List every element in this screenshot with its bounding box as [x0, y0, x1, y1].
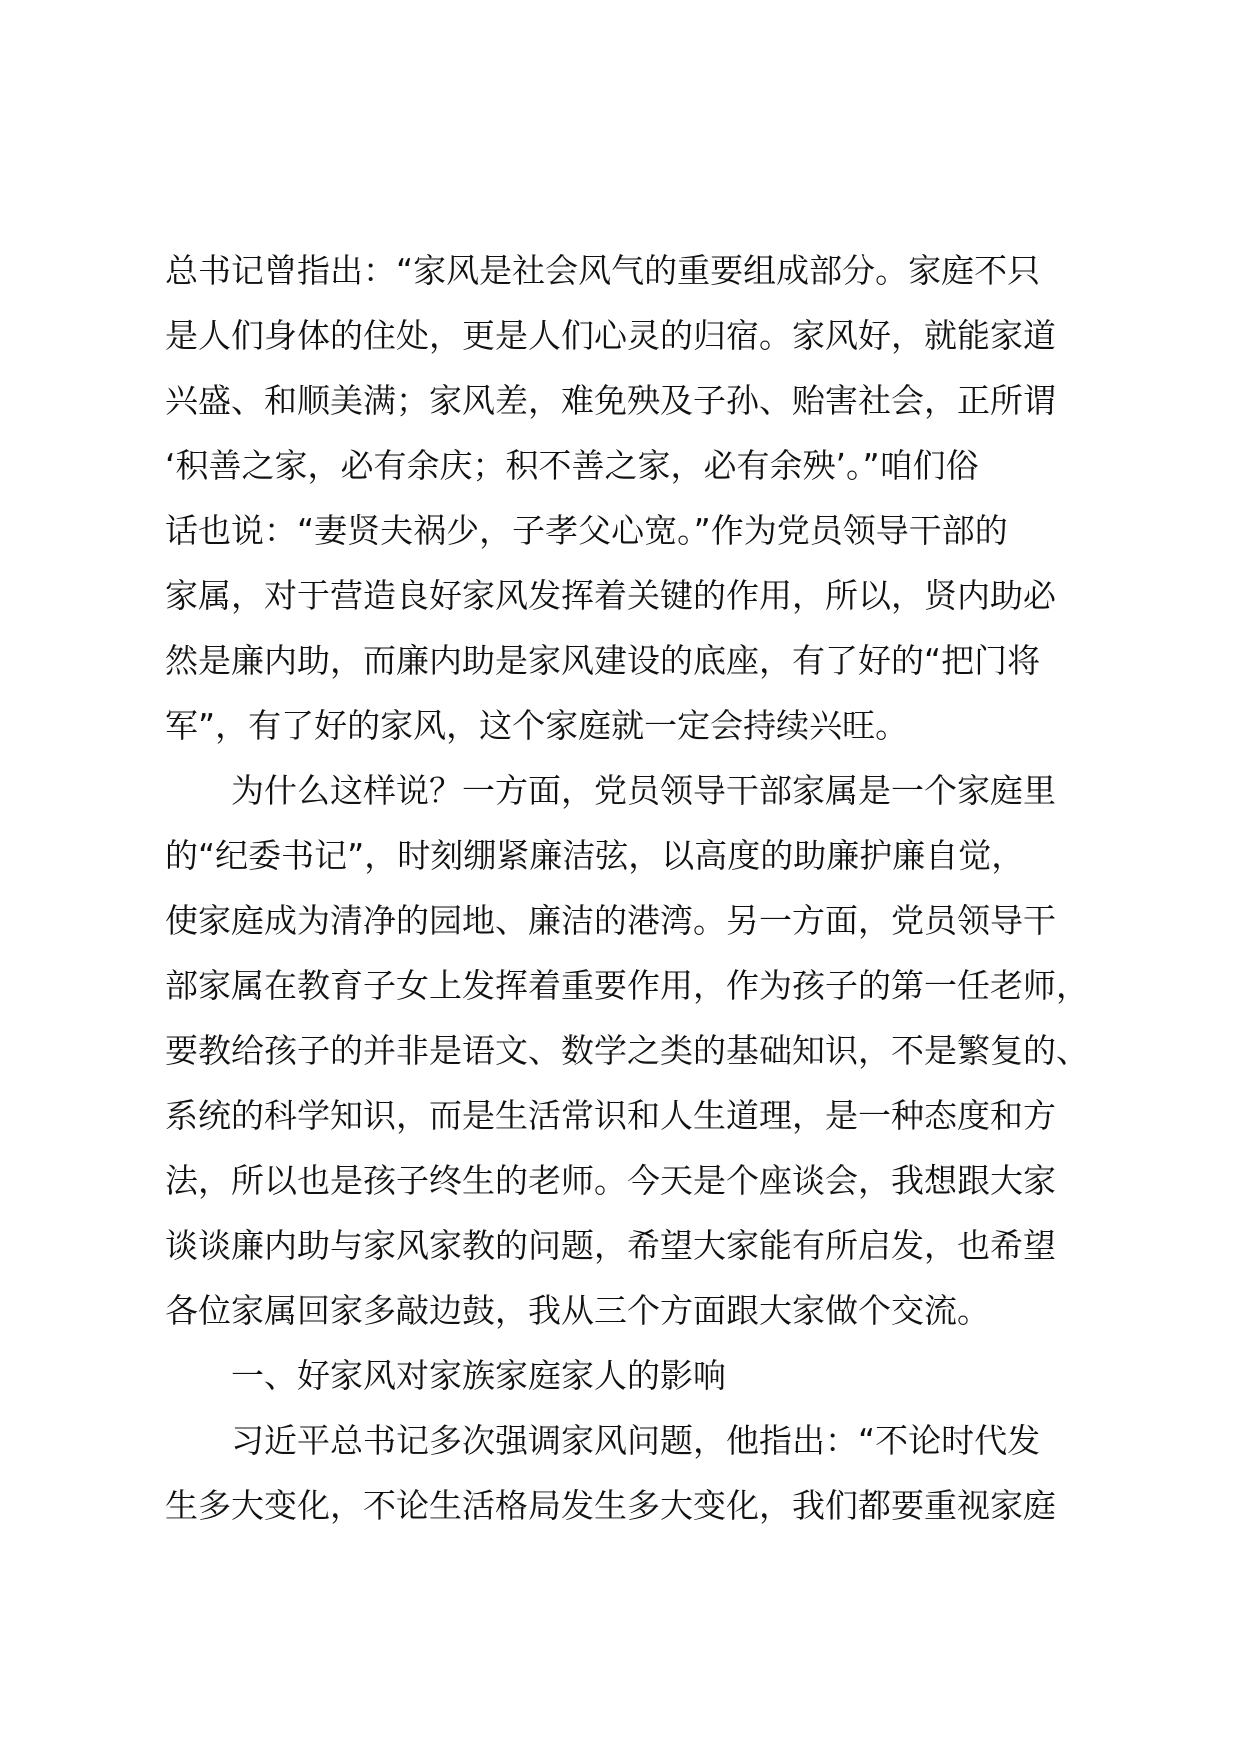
- body-text: [165, 238, 1095, 1538]
- text-line: 是人们身体的住处，更是人们心灵的归宿。家风好，就能家道: [165, 316, 1056, 355]
- text-line: 使家庭成为清净的园地、廉洁的港湾。另一方面，党员领导干: [165, 901, 1056, 940]
- text-line: 系统的科学知识，而是生活常识和人生道理，是一种态度和方: [165, 1096, 1056, 1135]
- paragraph-start-line: 为什么这样说？一方面，党员领导干部家属是一个家庭里: [231, 771, 1056, 810]
- text-line: 话也说：“妻贤夫祸少，子孝父心宽。”作为党员领导干部的: [165, 511, 1008, 550]
- section-heading: 一、好家风对家族家庭家人的影响: [231, 1356, 726, 1395]
- text-line: 部家属在教育子女上发挥着重要作用，作为孩子的第一任老师，: [165, 966, 1089, 1005]
- text-line: 总书记曾指出：“家风是社会风气的重要组成部分。家庭不只: [165, 251, 1041, 290]
- text-line: 家属，对于营造良好家风发挥着关键的作用，所以，贤内助必: [165, 576, 1056, 615]
- text-line: 要教给孩子的并非是语文、数学之类的基础知识，不是繁复的、: [165, 1031, 1089, 1070]
- text-line: 谈谈廉内助与家风家教的问题，希望大家能有所启发，也希望: [165, 1226, 1056, 1265]
- text-line: 的“纪委书记”，时刻绷紧廉洁弦，以高度的助廉护廉自觉，: [165, 836, 1025, 875]
- text-line: 军”，有了好的家风，这个家庭就一定会持续兴旺。: [165, 706, 909, 745]
- text-line: 生多大变化，不论生活格局发生多大变化，我们都要重视家庭: [165, 1486, 1056, 1525]
- text-line: 法，所以也是孩子终生的老师。今天是个座谈会，我想跟大家: [165, 1161, 1056, 1200]
- text-line: 然是廉内助，而廉内助是家风建设的底座，有了好的“把门将: [165, 641, 1041, 680]
- text-line: 兴盛、和顺美满；家风差，难免殃及子孙、贻害社会，正所谓: [165, 381, 1056, 420]
- paragraph-start-line: 习近平总书记多次强调家风问题，他指出：“不论时代发: [231, 1421, 1041, 1460]
- text-line: ‘积善之家，必有余庆；积不善之家，必有余殃’。”咱们俗: [165, 446, 979, 485]
- text-line: 各位家属回家多敲边鼓，我从三个方面跟大家做个交流。: [165, 1291, 990, 1330]
